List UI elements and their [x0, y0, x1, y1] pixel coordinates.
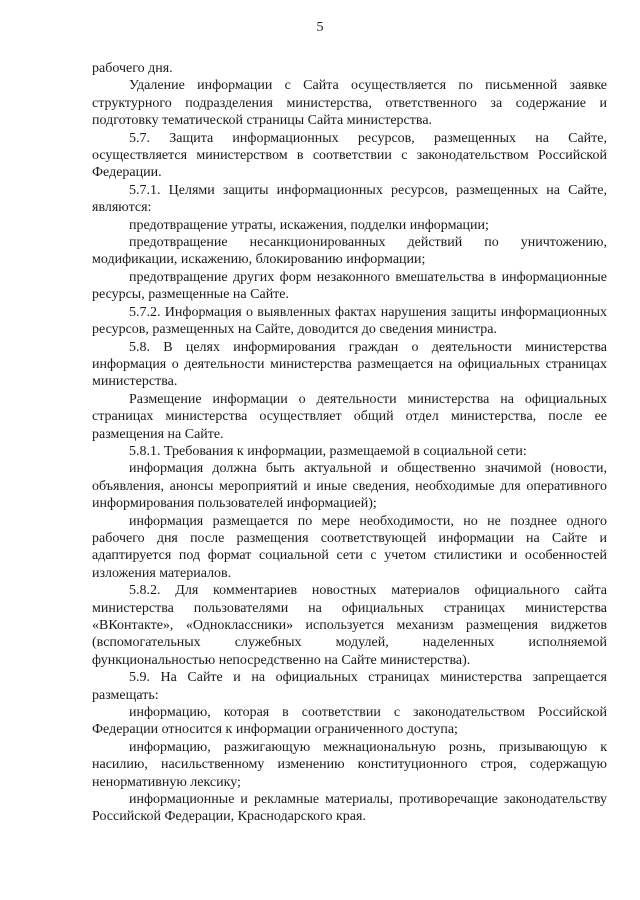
- paragraph: 5.7.1. Целями защиты информационных ресурсов, размещенных на Сайте, являются:: [92, 182, 607, 216]
- paragraph: 5.7.2. Информация о выявленных фактах нарушения защиты информационных ресурсов, размещенных на Сайте, доводится до сведения министра.: [92, 304, 607, 338]
- paragraph: Размещение информации о деятельности министерства на официальных страницах министерства осуществляет общий отдел министерства, после ее размещения на Сайте.: [92, 391, 607, 442]
- paragraph: рабочего дня.: [92, 61, 173, 76]
- paragraph: информационные и рекламные материалы, противоречащие законодательству Российской Федерации, Краснодарского края.: [92, 792, 607, 825]
- paragraph: информация должна быть актуальной и общественно значимой (новости, объявления, анонсы мероприятий и иные сведения, необходимые для оперативного информирования пользователей информацией);: [92, 461, 607, 512]
- paragraph: Удаление информации с Сайта осуществляется по письменной заявке структурного подразделения министерства, ответственного за содержание и подготовку тематической страницы Сайта министерства.: [92, 78, 607, 129]
- paragraph: 5.7. Защита информационных ресурсов, размещенных на Сайте, осуществляется министерством в соответствии с законодательством Российской Федерации.: [92, 130, 607, 181]
- paragraph: информацию, разжигающую межнациональную рознь, призывающую к насилию, насильственному изменению конституционного строя, содержащую ненормативную лексику;: [92, 739, 607, 790]
- paragraph: 5.8.1. Требования к информации, размещаемой в социальной сети:: [129, 443, 527, 459]
- paragraph: информацию, которая в соответствии с законодательством Российской Федерации относится к информации ограниченного доступа;: [92, 705, 607, 738]
- paragraph: предотвращение несанкционированных действий по уничтожению, модификации, искажению, блокированию информации;: [92, 235, 607, 268]
- document-body: [92, 60, 607, 826]
- paragraph: предотвращение утраты, искажения, подделки информации;: [129, 217, 489, 233]
- paragraph: предотвращение других форм незаконного вмешательства в информационные ресурсы, размещенные на Сайте.: [92, 269, 607, 303]
- paragraph: 5.8. В целях информирования граждан о деятельности министерства информация о деятельности министерства размещается на официальных страницах министерства.: [92, 339, 607, 390]
- page-number: 5: [316, 20, 324, 35]
- paragraph: 5.9. На Сайте и на официальных страницах министерства запрещается размещать:: [92, 670, 607, 703]
- paragraph: информация размещается по мере необходимости, но не позднее одного рабочего дня после размещения соответствующей информации на Сайте и адаптируется под формат социальной сети с учетом стилистики и особенностей изложения материалов.: [92, 513, 607, 581]
- paragraph: 5.8.2. Для комментариев новостных материалов официального сайта министерства пользователями на официальных страницах министерства «ВКонтакте», «Одноклассники» используется механизм размещения виджетов (вспомогательных служебных модулей, наделенных исполняемой функциональностью непосредственно на Сайте министерства).: [92, 583, 607, 668]
